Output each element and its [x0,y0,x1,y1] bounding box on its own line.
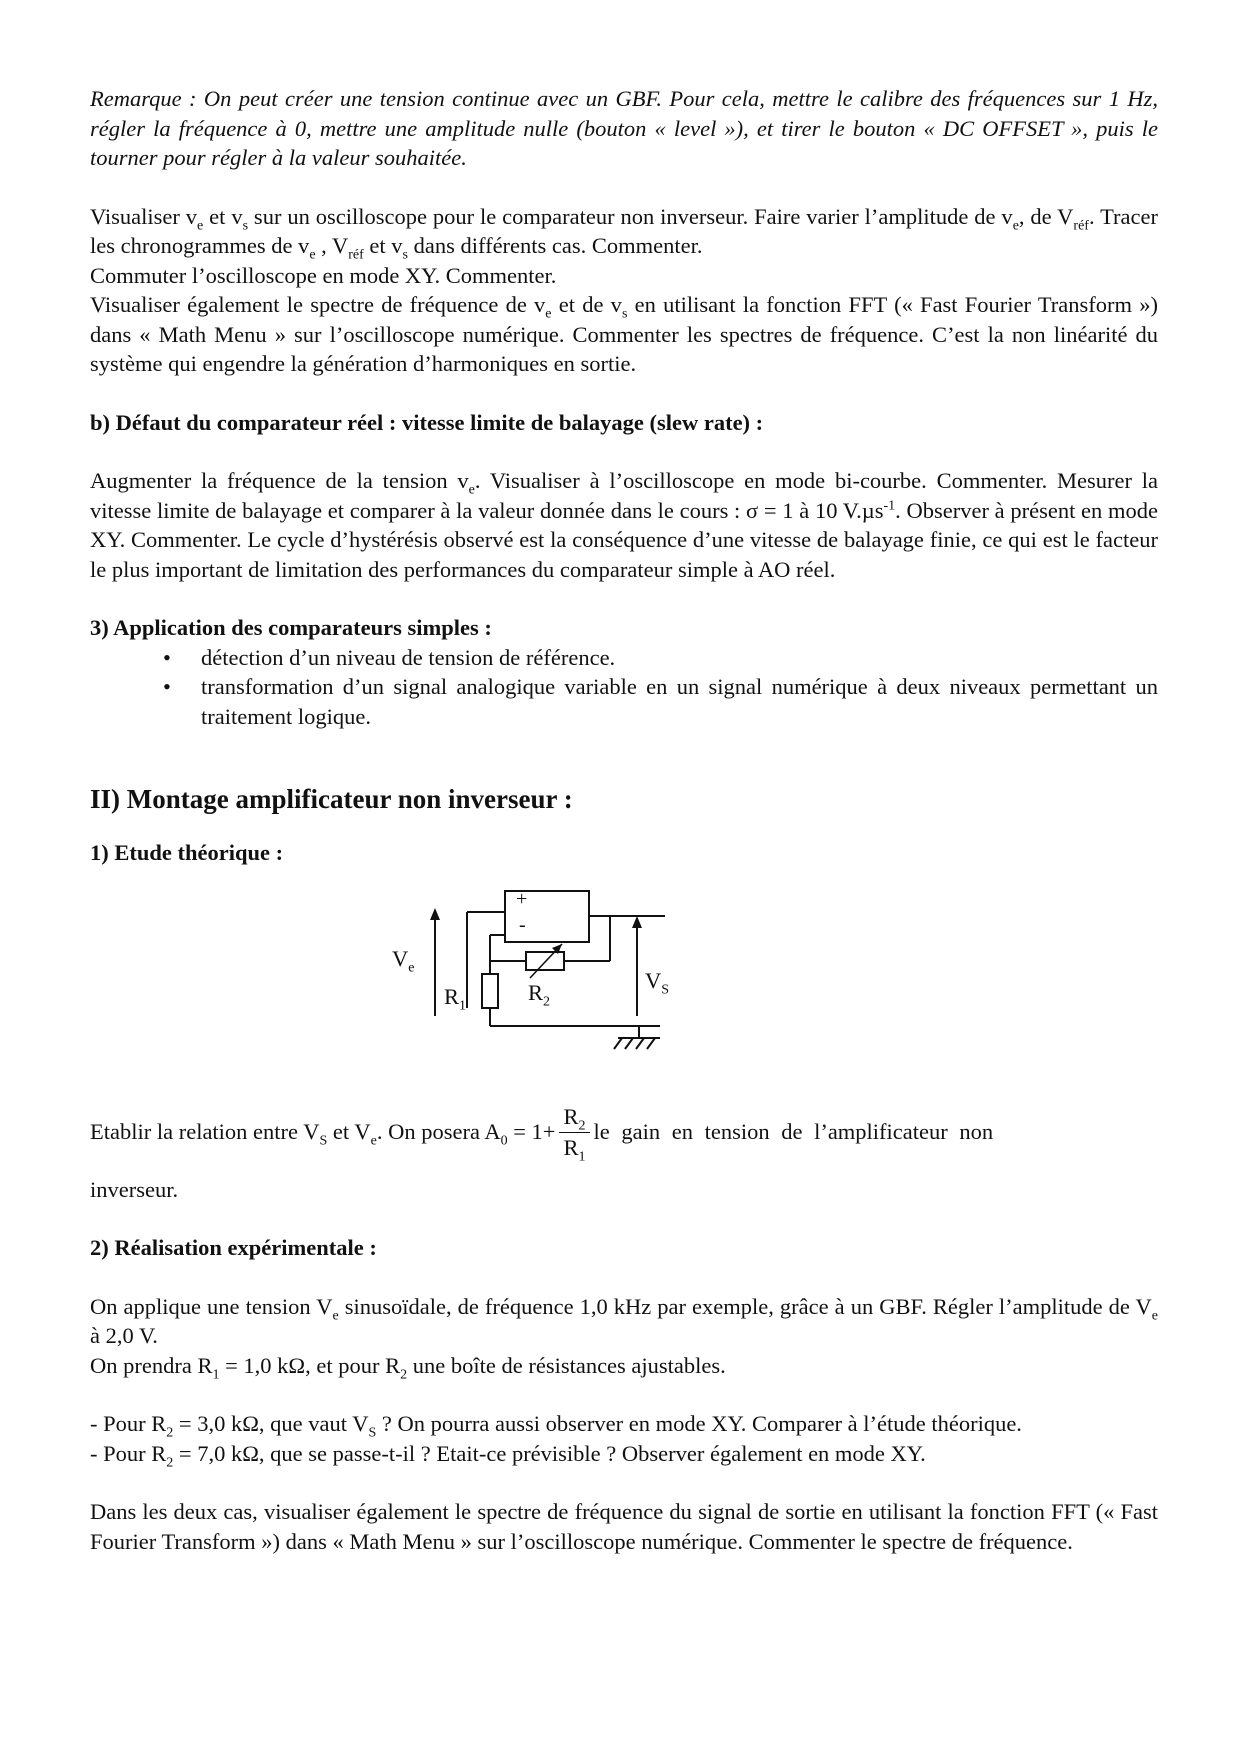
gain-fraction: $\frac{R_2}{R_1}$ [559,1102,589,1163]
document-page [90,84,1158,1556]
plus-label: + [516,887,528,910]
heading-experiment: 2) Réalisation expérimentale : [90,1235,377,1260]
minus-label: - [519,913,526,936]
heading-applications: 3) Application des comparateurs simples : [90,615,492,640]
paragraph-resistors: On prendra $R_1 = 1,0$ kΩ, et pour $R_2$ une boîte de résistances ajustables. [90,1352,726,1382]
vs-label: $V_S$ [645,967,670,997]
r2-label: $R_2$ [528,979,551,1009]
list-item: • transformation d’un signal analogique variable en un signal numérique à deux niveaux permettant un traitement logique. [201,672,1158,731]
r1-label: $R_1$ [444,983,467,1013]
r1-body [482,974,498,1008]
ve-label: $V_e$ [392,945,415,975]
circuit-diagram [90,886,1158,1086]
vs-arrow-head [632,916,642,928]
paragraph-gain-relation: Etablir la relation entre $V_S$ et $V_e$. On posera $A_0 = 1+$ $\frac{R_2}{R_1}$ le gain en tension de l’amplificateur non [90,1103,994,1164]
list-item: • détection d’un niveau de tension de référence. [201,643,1158,673]
paragraph-apply-voltage: On applique une tension $V_e$ sinusoïdale, de fréquence 1,0 kHz par exemple, grâce à un GBF. Régler l’amplitude de $V_e$ à 2,0 V. [90,1293,1158,1348]
paragraph-gain-relation-end: inverseur. [90,1176,179,1202]
amplifier-schematic [430,886,770,1086]
paragraph-r2-7k: - Pour $R_2 = 7,0$ kΩ, que se passe-t-il ? Etait-ce prévisible ? Observer également en mode XY. [90,1440,926,1470]
ve-arrow-head [430,908,440,920]
heading-section-II: II) Montage amplificateur non inverseur : [90,784,573,814]
paragraph-fft-spectrum: Visualiser également le spectre de fréquence de $v_e$ et de $v_s$ en utilisant la fonction FFT (« Fast Fourier Transform ») dans « Math Menu » sur l’oscilloscope numérique. Commenter les spectres de fréquence. C’est la non linéarité du système qui engendre la génération d’harmoniques en sortie. [90,292,1158,376]
paragraph-output-spectrum: Dans les deux cas, visualiser également le spectre de fréquence du signal de sortie en utilisant la fonction FFT (« Fast Fourier Transform ») dans « Math Menu » sur l’oscilloscope numérique. Commenter le spectre de fréquence. [90,1499,1158,1554]
paragraph-visualize-ve-vs: Visualiser $v_e$ et $v_s$ sur un oscilloscope pour le comparateur non inverseur. Faire varier l’amplitude de $v_e$, de $V_{réf}$. Tracer les chronogrammes de $v_e$ , $V_{réf}$ et $v_s$ dans différents cas. Commenter. [90,203,1158,263]
heading-slew-rate: b) Défaut du comparateur réel : vitesse limite de balayage (slew rate) : [90,409,764,435]
paragraph-r2-3k: - Pour $R_2 = 3,0$ kΩ, que vaut $V_S$ ? On pourra aussi observer en mode XY. Comparer à l’étude théorique. [90,1411,1022,1441]
remark-paragraph: Remarque : On peut créer une tension continue avec un GBF. Pour cela, mettre le calibre des fréquences sur 1 Hz, régler la fréquence à 0, mettre une amplitude nulle (bouton « level »), et tirer le bouton « DC OFFSET », puis le tourner pour régler à la valeur souhaitée. [90,86,1158,170]
heading-theory: 1) Etude théorique : [90,840,284,865]
application-list [90,643,1158,732]
paragraph-xy-mode: Commuter l’oscilloscope en mode XY. Commenter. [90,262,557,288]
paragraph-slew-rate: Augmenter la fréquence de la tension $v_e$. Visualiser à l’oscilloscope en mode bi-courbe. Commenter. Mesurer la vitesse limite de balayage et comparer à la valeur donnée dans le cours : σ = 1 à 10 V.µs$^{-1}$. Observer à présent en mode XY. Commenter. Le cycle d’hystérésis observé est la conséquence d’une vitesse de balayage finie, ce qui est le facteur le plus important de limitation des performances du comparateur simple à AO réel. [90,468,1158,582]
